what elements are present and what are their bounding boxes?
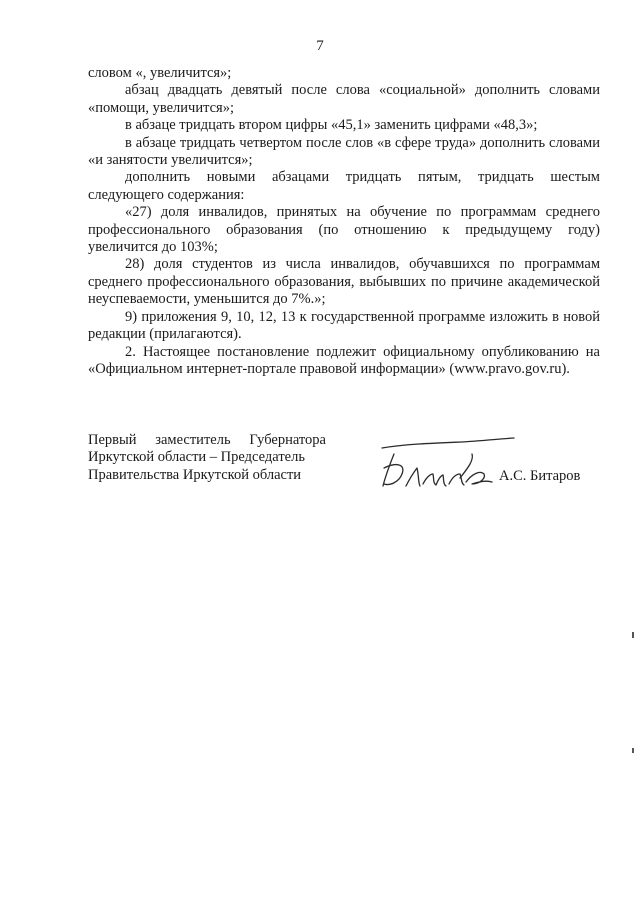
signer-position — [88, 432, 338, 484]
signer-name: А.С. Битаров — [499, 468, 581, 484]
paragraph: в абзаце тридцать четвертом после слов «в сфере труда» дополнить словами «и занятости увеличится»; — [88, 134, 600, 169]
scan-edge-mark — [632, 748, 634, 753]
paragraph: словом «, увеличится»; — [88, 65, 232, 81]
signature-block — [88, 432, 600, 502]
paragraph: 28) доля студентов из числа инвалидов, обучавшихся по программам среднего профессионального образования, выбывших по причине академической неуспеваемости, уменьшится до 7%.»; — [88, 256, 600, 308]
handwritten-signature — [376, 434, 521, 499]
scan-edge-mark — [632, 632, 634, 638]
signer-position-line: Иркутской области – Председатель — [88, 449, 305, 466]
paragraph: дополнить новыми абзацами тридцать пятым, тридцать шестым следующего содержания: — [88, 169, 600, 203]
document-body — [88, 65, 600, 378]
signer-position-line: Первый заместитель Губернатора — [88, 432, 326, 448]
paragraph: «27) доля инвалидов, принятых на обучение по программам среднего профессионального образования (по отношению к предыдущему году) увеличится до 103%; — [88, 204, 600, 256]
page-number: 7 — [316, 38, 324, 54]
paragraph: абзац двадцать девятый после слова «социальной» дополнить словами «помощи, увеличится»; — [88, 82, 600, 116]
signer-position-line: Правительства Иркутской области — [88, 466, 302, 483]
paragraph: 9) приложения 9, 10, 12, 13 к государственной программе изложить в новой редакции (прилагаются). — [88, 308, 600, 343]
paragraph: в абзаце тридцать втором цифры «45,1» заменить цифрами «48,3»; — [125, 117, 538, 134]
paragraph: 2. Настоящее постановление подлежит официальному опубликованию на «Официальном интернет-портале правовой информации» (www.pravo.gov.ru). — [88, 343, 600, 377]
